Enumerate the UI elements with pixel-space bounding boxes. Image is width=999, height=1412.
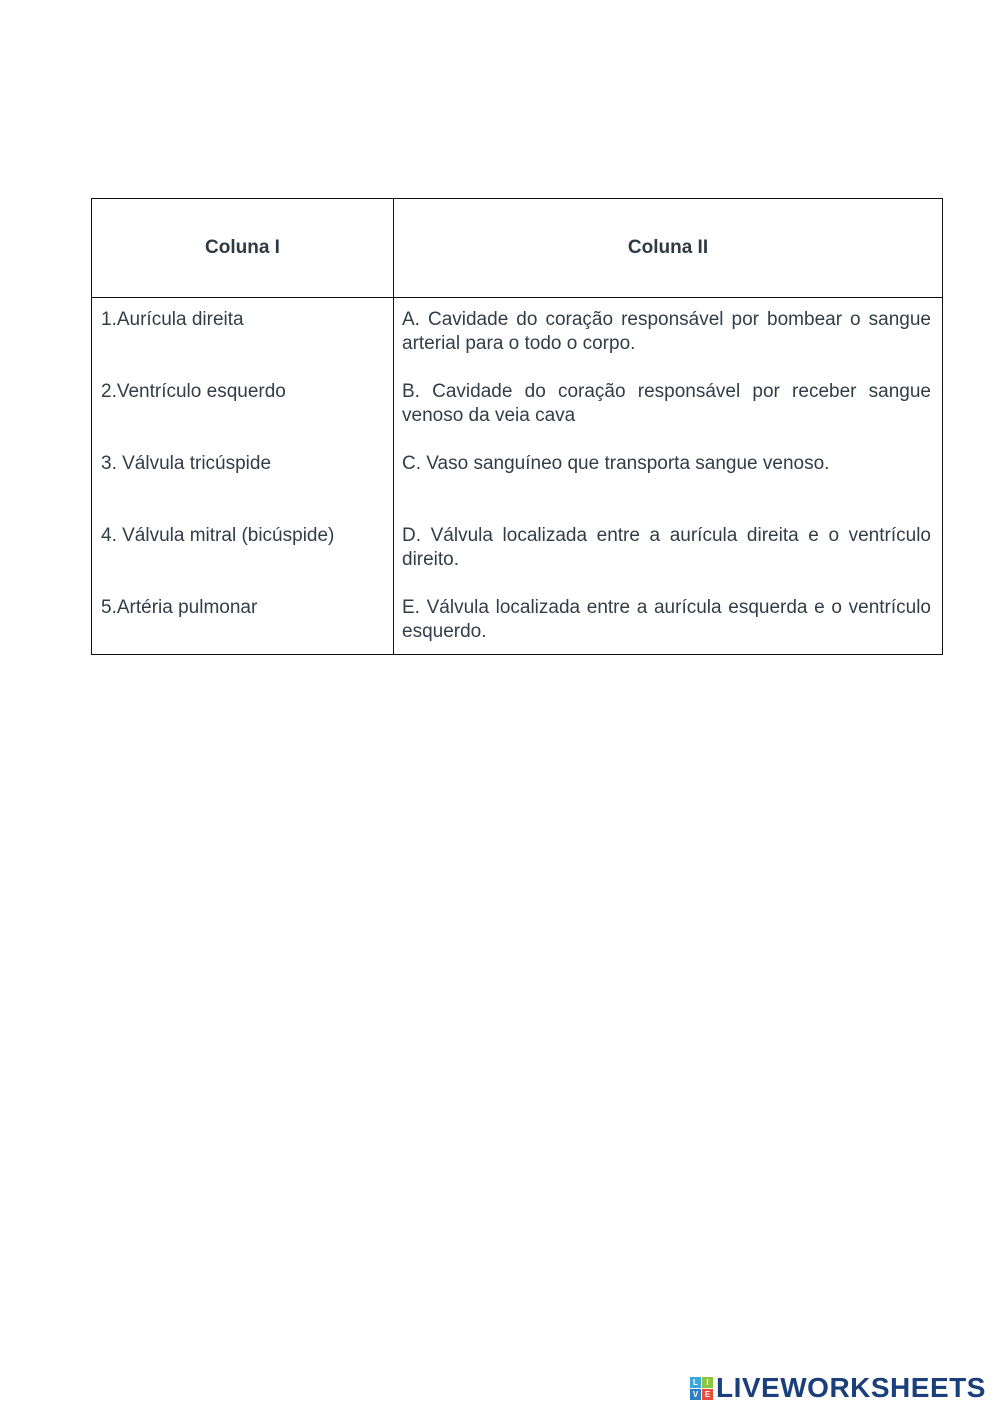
column-2-item: C. Vaso sanguíneo que transporta sangue venoso.: [402, 453, 830, 474]
matching-table: [91, 198, 943, 655]
table-body-row: [92, 298, 943, 655]
logo-text: LIVEWORKSHEETS: [716, 1372, 986, 1403]
column-1-item: 1.Aurícula direita: [101, 309, 244, 330]
column-2-item: B. Cavidade do coração responsável por receber sangue venoso da veia cava: [402, 381, 931, 426]
column-1-item: 3. Válvula tricúspide: [101, 453, 272, 474]
column-header-1: Coluna I: [92, 199, 394, 298]
table-header-row: [92, 199, 943, 298]
liveworksheets-logo: [690, 1371, 986, 1405]
column-1-item: 4. Válvula mitral (bicúspide): [101, 525, 335, 546]
column-2-item: E. Válvula localizada entre a aurícula esquerda e o ventrículo esquerdo.: [402, 597, 931, 642]
column-1-item: 2.Ventrículo esquerdo: [101, 381, 286, 402]
column-1-item: 5.Artéria pulmonar: [101, 597, 258, 618]
column-header-2: Coluna II: [394, 199, 943, 298]
column-2-cell: [394, 298, 943, 655]
column-1-cell: [92, 298, 394, 655]
column-2-item: A. Cavidade do coração responsável por bombear o sangue arterial para o todo o corpo.: [402, 309, 931, 354]
logo-icon: L I V E: [690, 1377, 713, 1400]
column-2-item: D. Válvula localizada entre a aurícula direita e o ventrículo direito.: [402, 525, 931, 570]
